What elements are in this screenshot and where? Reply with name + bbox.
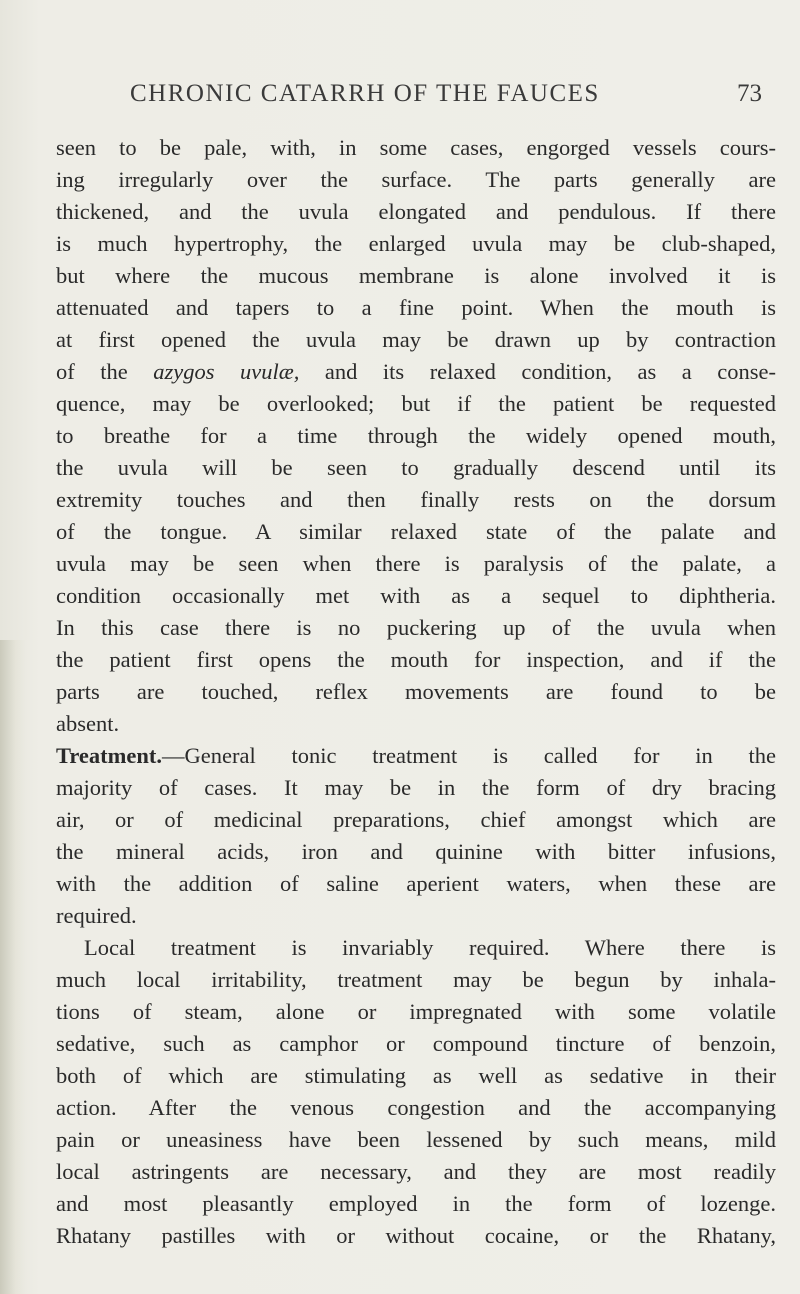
text-segment: of the [56, 359, 128, 384]
text-line: In this case there is no puckering up of the uvula when [56, 615, 776, 640]
text-line: condition occasionally met with as a sequel to diphtheria. [56, 583, 776, 608]
running-head [82, 80, 762, 114]
text-line: of the tongue. A similar relaxed state of the palate and [56, 519, 776, 544]
text-line: Local treatment is invariably required. Where there is [84, 935, 776, 960]
text-line: ing irregularly over the surface. The parts generally are [56, 167, 776, 192]
text-segment: —General tonic treatment is called for in the [162, 743, 776, 768]
page-binding-shadow [0, 640, 26, 1294]
text-line: thickened, and the uvula elongated and pendulous. If there [56, 199, 776, 224]
text-line: parts are touched, reflex movements are found to be [56, 679, 776, 704]
text-line: the mineral acids, iron and quinine with bitter infusions, [56, 839, 776, 864]
text-line: majority of cases. It may be in the form of dry bracing [56, 775, 776, 800]
italic-term: azygos uvulæ, [153, 359, 300, 384]
text-line: but where the mucous membrane is alone involved it is [56, 263, 776, 288]
treatment-heading-line [56, 740, 776, 772]
running-title: CHRONIC CATARRH OF THE FAUCES [130, 80, 600, 107]
text-line: uvula may be seen when there is paralysis of the palate, a [56, 551, 776, 576]
text-line: at first opened the uvula may be drawn up by contraction [56, 327, 776, 352]
treatment-heading: Treatment. [56, 743, 163, 768]
text-segment: and its relaxed condition, as a conse- [324, 359, 777, 384]
text-line: required. [56, 903, 137, 928]
text-line: both of which are stimulating as well as sedative in their [56, 1063, 776, 1088]
text-line: absent. [56, 711, 120, 736]
text-line: the uvula will be seen to gradually descend until its [56, 455, 776, 480]
text-line: pain or uneasiness have been lessened by such means, mild [56, 1127, 776, 1152]
text-line: to breathe for a time through the widely opened mouth, [56, 423, 776, 448]
body-text [56, 132, 776, 1252]
text-line: extremity touches and then finally rests on the dorsum [56, 487, 776, 512]
text-line: tions of steam, alone or impregnated with some volatile [56, 999, 776, 1024]
text-line [56, 356, 776, 388]
text-line: air, or of medicinal preparations, chief amongst which are [56, 807, 776, 832]
text-line: and most pleasantly employed in the form of lozenge. [56, 1191, 776, 1216]
text-line: much local irritability, treatment may be begun by inhala- [56, 967, 776, 992]
text-line: action. After the venous congestion and the accompanying [56, 1095, 776, 1120]
text-line: quence, may be overlooked; but if the patient be requested [56, 391, 776, 416]
text-line: sedative, such as camphor or compound tincture of benzoin, [56, 1031, 776, 1056]
text-line: is much hypertrophy, the enlarged uvula may be club-shaped, [56, 231, 776, 256]
page-number: 73 [737, 80, 762, 107]
text-line: the patient first opens the mouth for inspection, and if the [56, 647, 776, 672]
text-line: local astringents are necessary, and they are most readily [56, 1159, 776, 1184]
text-line: attenuated and tapers to a fine point. When the mouth is [56, 295, 776, 320]
text-line: Rhatany pastilles with or without cocaine, or the Rhatany, [56, 1223, 776, 1248]
text-line: seen to be pale, with, in some cases, engorged vessels cours- [56, 135, 776, 160]
text-line: with the addition of saline aperient waters, when these are [56, 871, 776, 896]
